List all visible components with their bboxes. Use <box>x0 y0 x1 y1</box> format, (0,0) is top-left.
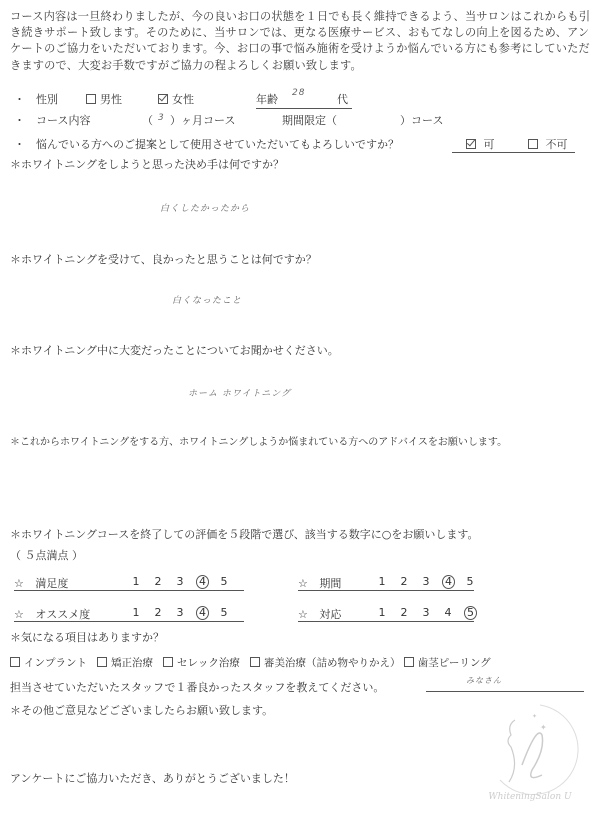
rating-question: ＊ホワイトニングコースを終了しての評価を５段階で選び、該当する数字に○をお願いします。 <box>10 528 479 541</box>
months-value[interactable]: 3 <box>158 113 165 123</box>
rating-option-4[interactable]: 4 <box>444 606 452 619</box>
permission-no-option[interactable] <box>528 138 568 152</box>
rating-option-5[interactable]: 5 <box>220 575 228 588</box>
logo-text: WhiteningSalon U <box>488 792 572 802</box>
star-icon: ☆ <box>14 577 24 590</box>
option-label: 矯正治療 <box>111 657 154 669</box>
yes-label: 可 <box>483 138 495 151</box>
rating-label: 満足度 <box>35 577 69 590</box>
question-2: ＊ホワイトニングを受けて、良かったと思うことは何ですか？ <box>10 253 317 266</box>
answer-3[interactable]: ホーム ホワイトニング <box>188 389 292 399</box>
option-label: セレック治療 <box>177 657 240 669</box>
rating-option-4[interactable]: 4 <box>442 575 455 589</box>
rating-option-2[interactable]: 2 <box>154 606 162 619</box>
other-question: ＊その他ご意見などございましたらお願い致します。 <box>10 704 274 717</box>
checkbox-female[interactable] <box>158 94 168 104</box>
rating-underline <box>298 590 474 591</box>
interest-option[interactable] <box>10 657 87 669</box>
star-icon: ☆ <box>298 608 308 621</box>
checkbox[interactable] <box>163 657 173 667</box>
months-suffix: ）ヶ月コース <box>170 114 236 127</box>
rating-option-2[interactable]: 2 <box>400 606 408 619</box>
option-label: 歯茎ピーリング <box>417 657 491 669</box>
interest-option[interactable] <box>97 657 153 669</box>
rating-option-1[interactable]: 1 <box>378 575 386 588</box>
bullet: ・ <box>14 114 25 127</box>
star-icon: ☆ <box>298 577 308 590</box>
checkbox[interactable] <box>250 657 260 667</box>
rating-option-1[interactable]: 1 <box>378 606 386 619</box>
rating-label: 対応 <box>319 608 342 621</box>
staff-underline <box>426 691 584 692</box>
interests-question: ＊気になる項目はありますか？ <box>10 631 164 644</box>
svg-text:✦: ✦ <box>540 723 547 732</box>
rating-underline <box>14 621 244 622</box>
rating-option-5[interactable]: 5 <box>220 606 228 619</box>
option-label: 審美治療（詰め物やりかえ） <box>263 657 401 669</box>
rating-scale: （ ５点満点 ） <box>10 549 83 562</box>
limited-suffix: ）コース <box>400 114 444 127</box>
female-label: 女性 <box>172 93 194 106</box>
rating-option-1[interactable]: 1 <box>132 575 140 588</box>
male-label: 男性 <box>100 93 122 106</box>
checkbox-male[interactable] <box>86 94 96 104</box>
interest-option[interactable] <box>404 657 491 669</box>
rating-underline <box>14 590 244 591</box>
rating-option-3[interactable]: 3 <box>422 606 430 619</box>
age-underline <box>256 108 352 109</box>
gender-male-option[interactable] <box>86 93 122 107</box>
salon-logo <box>470 700 590 830</box>
gender-label: 性別 <box>36 93 58 106</box>
answer-1[interactable]: 白くしたかったから <box>160 204 251 214</box>
option-label: インプラント <box>24 657 87 669</box>
rating-label: オススメ度 <box>35 608 91 621</box>
rating-option-5[interactable]: 5 <box>466 575 474 588</box>
star-icon: ☆ <box>14 608 24 621</box>
rating-option-4[interactable]: 4 <box>196 606 209 620</box>
rating-option-1[interactable]: 1 <box>132 606 140 619</box>
question-4: ＊これからホワイトニングをする方、ホワイトニングしようか悩まれている方へのアドバイスをお願いします。 <box>10 437 508 448</box>
answer-2[interactable]: 白くなったこと <box>172 296 243 306</box>
closing-text: アンケートにご協力いただき、ありがとうございました！ <box>10 772 295 785</box>
months-open: （ <box>142 114 153 127</box>
course-label: コース内容 <box>36 114 91 127</box>
rating-row <box>298 606 532 622</box>
rating-underline <box>298 621 474 622</box>
permission-yes-option[interactable] <box>466 138 495 152</box>
age-label: 年齢 <box>256 93 278 106</box>
permission-question: 悩んでいる方へのご提案として使用させていただいてもよろしいですか？ <box>36 138 399 151</box>
rating-option-2[interactable]: 2 <box>154 575 162 588</box>
svg-text:✦: ✦ <box>532 713 538 720</box>
rating-option-4[interactable]: 4 <box>196 575 209 589</box>
bullet: ・ <box>14 93 25 106</box>
age-suffix: 代 <box>337 93 348 106</box>
rating-label: 期間 <box>319 577 342 590</box>
checkbox[interactable] <box>97 657 107 667</box>
checkbox[interactable] <box>404 657 414 667</box>
rating-row <box>14 575 248 591</box>
limited-label: 期間限定（ <box>282 114 337 127</box>
intro-paragraph: コース内容は一旦終わりましたが、今の良いお口の状態を１日でも長く維持できるよう、当サロンはこれからも引き続きサポート致します。そのために、当サロンでは、更なる医療サービス、おもてなしの向上を図るため、アンケートのご協力をいただいております。今、お口の事で悩み施術を受けようか悩んでいる方にも参考にしていただきますので、大変お手数ですがご協力の程よろしくお願い致します。 <box>10 10 591 72</box>
question-3: ＊ホワイトニング中に大変だったことについてお聞かせください。 <box>10 344 339 357</box>
rating-option-3[interactable]: 3 <box>176 575 184 588</box>
logo-emblem-icon <box>470 700 590 800</box>
checkbox-yes[interactable] <box>466 139 476 149</box>
rating-row <box>298 575 532 591</box>
permission-underline <box>452 152 575 153</box>
rating-option-2[interactable]: 2 <box>400 575 408 588</box>
age-value[interactable]: 28 <box>292 88 306 98</box>
rating-option-3[interactable]: 3 <box>176 606 184 619</box>
bullet: ・ <box>14 138 25 151</box>
staff-question: 担当させていただいたスタッフで１番良かったスタッフを教えてください。 <box>10 681 385 694</box>
gender-female-option[interactable] <box>158 93 194 107</box>
checkbox[interactable] <box>10 657 20 667</box>
rating-option-3[interactable]: 3 <box>422 575 430 588</box>
no-label: 不可 <box>545 138 568 151</box>
interest-option[interactable] <box>163 657 240 669</box>
staff-answer[interactable]: みなさん <box>466 676 502 685</box>
rating-option-5[interactable]: 5 <box>464 606 477 620</box>
interest-option[interactable] <box>250 657 401 669</box>
interests-options <box>10 656 491 670</box>
rating-row <box>14 606 248 622</box>
question-1: ＊ホワイトニングをしようと思った決め手は何ですか？ <box>10 158 285 171</box>
checkbox-no[interactable] <box>528 139 538 149</box>
